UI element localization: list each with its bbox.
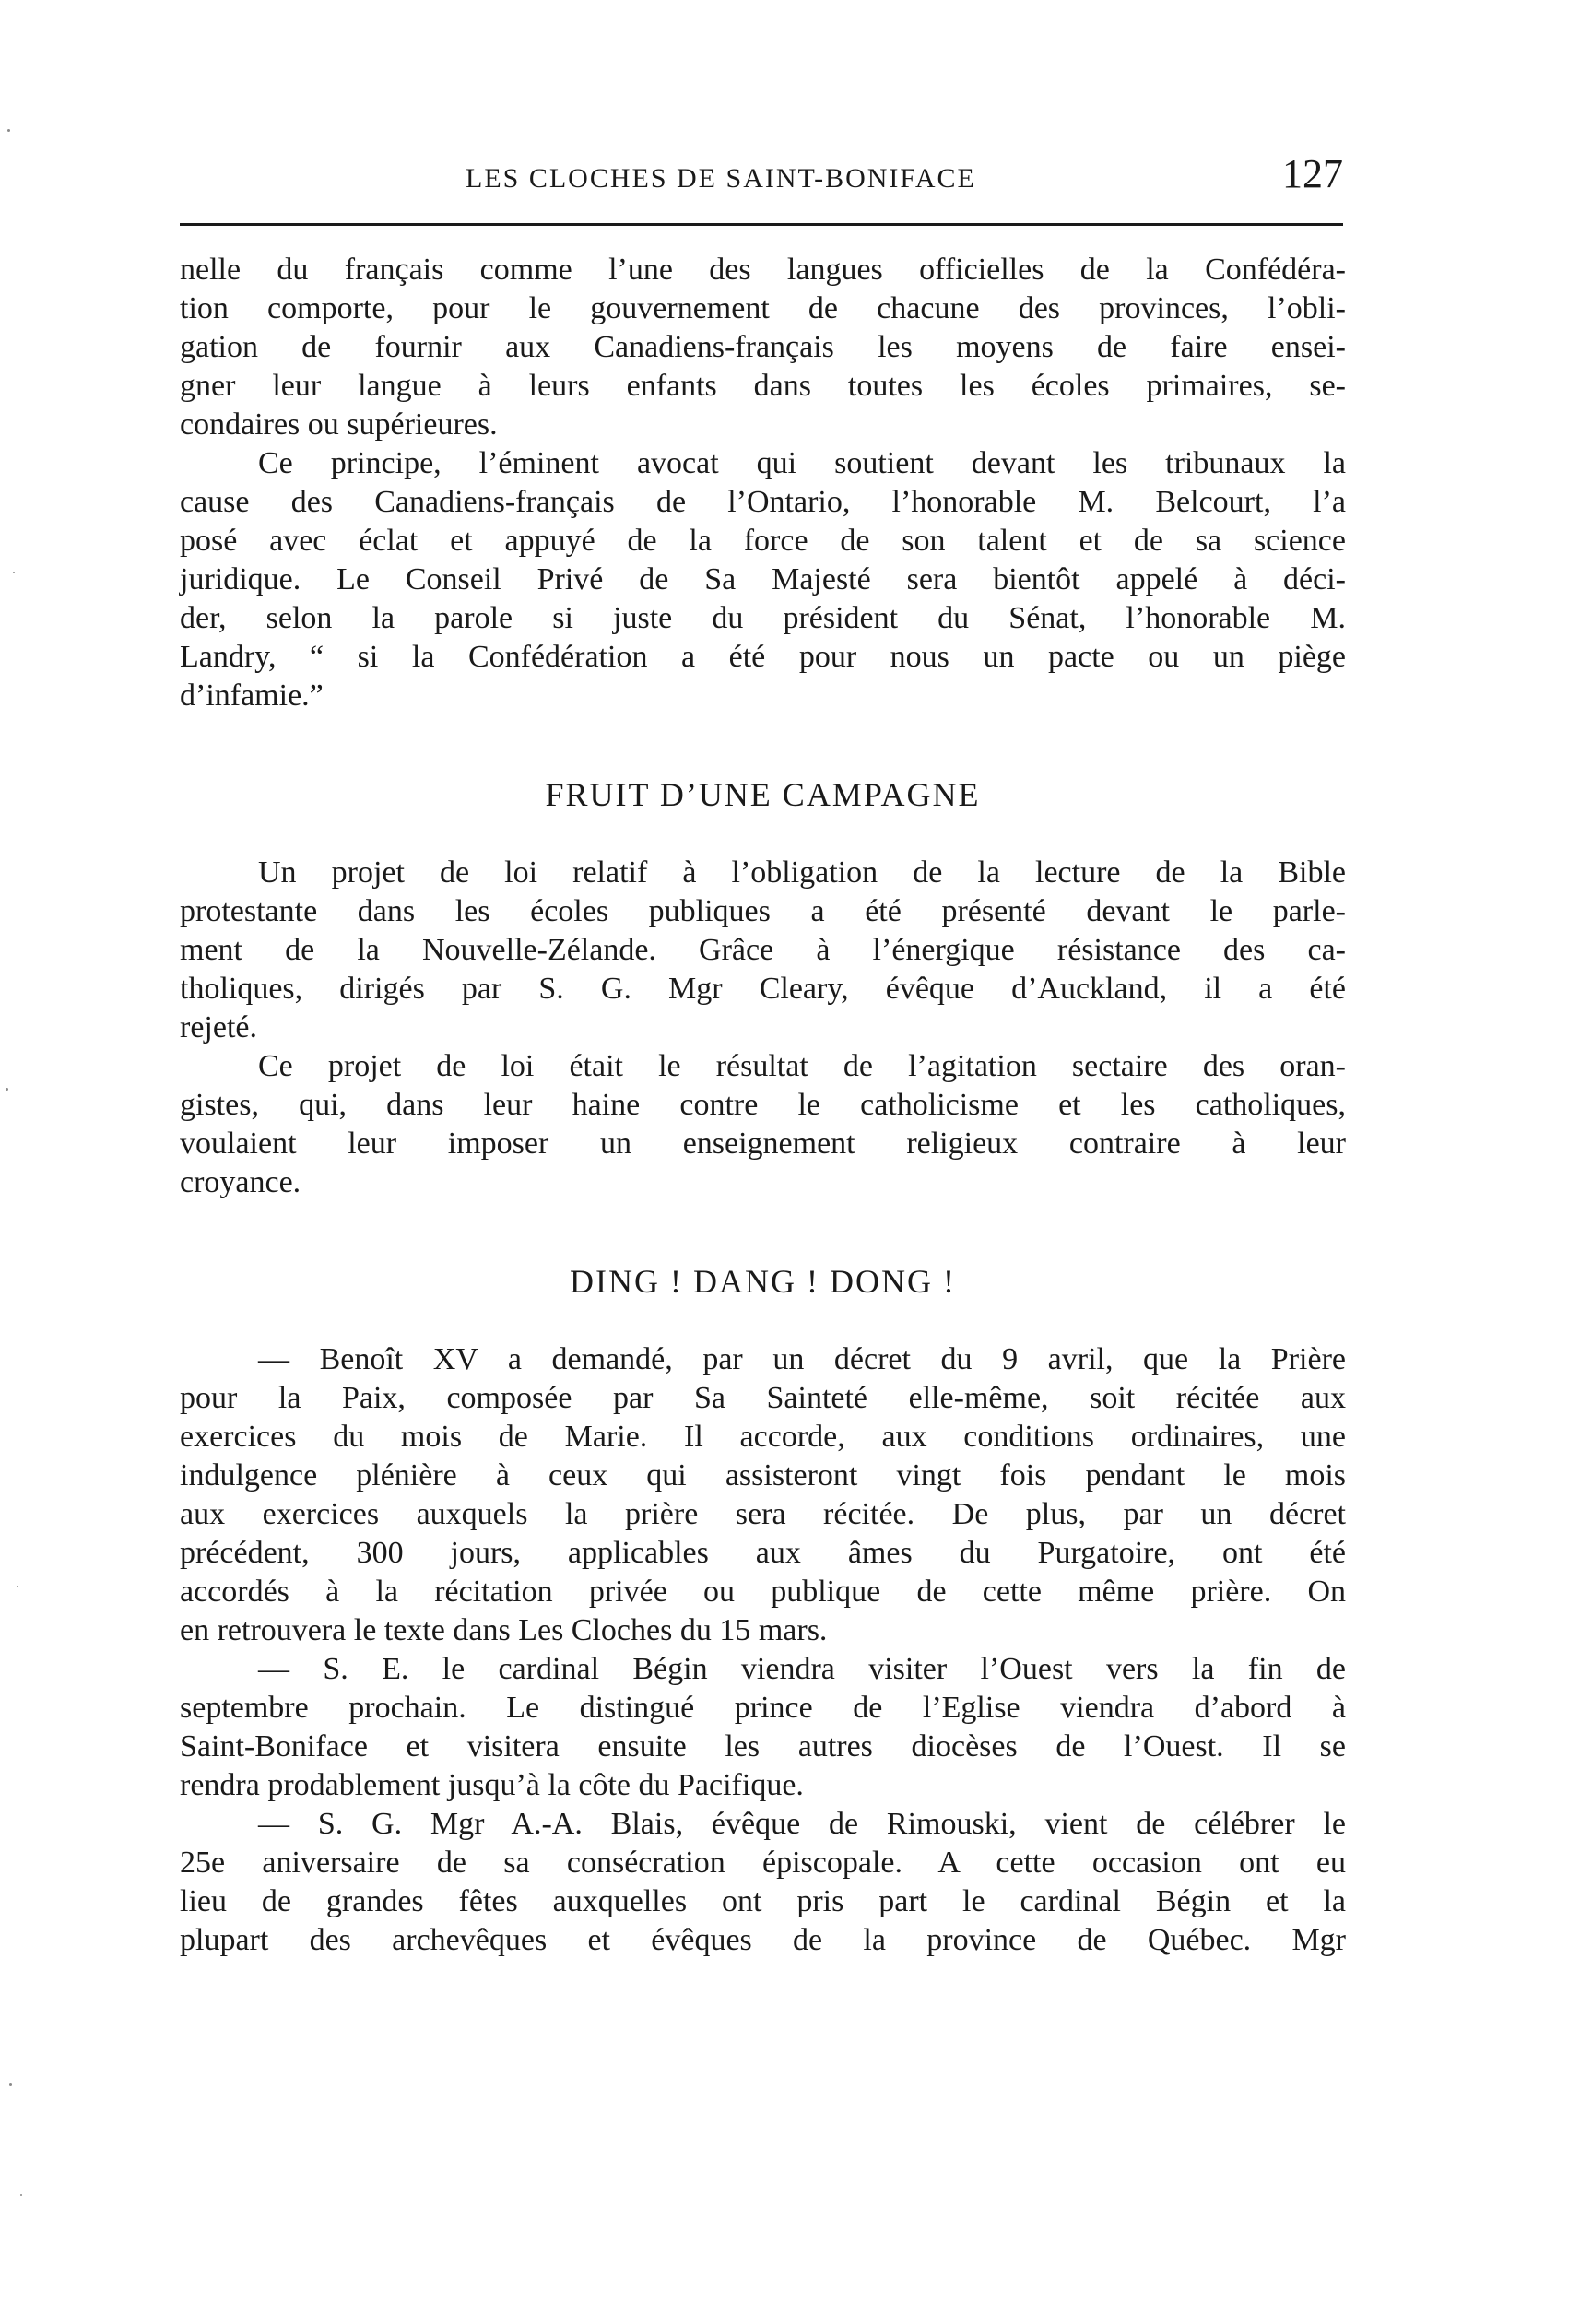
- text-line: septembre prochain. Le distingué prince de l’Eglise viendra d’abord à: [180, 1691, 1346, 1725]
- text-line: rendra prodablement jusqu’à la côte du Pacifique.: [180, 1768, 804, 1802]
- text-line: posé avec éclat et appuyé de la force de son talent et de sa science: [180, 524, 1346, 558]
- text-line: gation de fournir aux Canadiens-français les moyens de faire ensei-: [180, 330, 1346, 364]
- text-line: der, selon la parole si juste du président du Sénat, l’honorable M.: [180, 601, 1346, 635]
- section-heading: FRUIT D’UNE CAMPAGNE: [545, 776, 981, 813]
- text-line: tholiques, dirigés par S. G. Mgr Cleary, évêque d’Auckland, il a été: [180, 972, 1346, 1006]
- section-ding-dang-dong: [180, 1259, 1346, 1960]
- text-line: ment de la Nouvelle-Zélande. Grâce à l’énergique résistance des ca-: [180, 933, 1346, 967]
- text-line: nelle du français comme l’une des langues officielles de la Confédéra-: [180, 253, 1346, 287]
- scan-speck: [17, 1586, 18, 1587]
- scan-speck: [7, 129, 10, 132]
- text-line: Ce principe, l’éminent avocat qui soutient devant les tribunaux la: [258, 446, 1346, 480]
- text-line: gistes, qui, dans leur haine contre le catholicisme et les catholiques,: [180, 1088, 1346, 1122]
- text-line: rejeté.: [180, 1010, 257, 1044]
- section-continuation: [180, 251, 1346, 715]
- text-line: juridique. Le Conseil Privé de Sa Majesté sera bientôt appelé à déci-: [180, 562, 1346, 596]
- running-title: LES CLOCHES DE SAINT-BONIFACE: [466, 163, 976, 194]
- text-line: exercices du mois de Marie. Il accorde, aux conditions ordinaires, une: [180, 1420, 1346, 1454]
- text-line: aux exercices auxquels la prière sera récitée. De plus, par un décret: [180, 1497, 1346, 1531]
- text-line: lieu de grandes fêtes auxquelles ont pris part le cardinal Bégin et la: [180, 1884, 1346, 1918]
- body-text: [180, 251, 1346, 1960]
- text-line: accordés à la récitation privée ou publique de cette même prière. On: [180, 1575, 1346, 1609]
- text-line: voulaient leur imposer un enseignement religieux contraire à leur: [180, 1127, 1346, 1161]
- text-line: plupart des archevêques et évêques de la province de Québec. Mgr: [180, 1923, 1346, 1957]
- page-number: 127: [1282, 151, 1343, 196]
- text-line: — S. G. Mgr A.-A. Blais, évêque de Rimouski, vient de célébrer le: [258, 1807, 1346, 1841]
- section-fruit-dune-campagne: [180, 773, 1346, 1202]
- text-line: précédent, 300 jours, applicables aux âmes du Purgatoire, ont été: [180, 1536, 1346, 1570]
- text-line: d’infamie.”: [180, 678, 324, 713]
- text-line: indulgence plénière à ceux qui assisteront vingt fois pendant le mois: [180, 1458, 1346, 1492]
- scan-speck: [20, 2194, 22, 2196]
- text-line: gner leur langue à leurs enfants dans toutes les écoles primaires, se-: [180, 369, 1346, 403]
- text-line: pour la Paix, composée par Sa Sainteté elle-même, soit récitée aux: [180, 1381, 1346, 1415]
- scan-speck: [6, 1088, 8, 1091]
- text-line: condaires ou supérieures.: [180, 407, 498, 442]
- scan-speck: [13, 572, 15, 573]
- text-line: cause des Canadiens-français de l’Ontario, l’honorable M. Belcourt, l’a: [180, 485, 1346, 519]
- text-line: croyance.: [180, 1165, 301, 1199]
- header-rule: [180, 223, 1343, 226]
- text-line: protestante dans les écoles publiques a été présenté devant le parle-: [180, 894, 1346, 928]
- text-line: en retrouvera le texte dans Les Cloches du 15 mars.: [180, 1613, 828, 1647]
- text-line: Ce projet de loi était le résultat de l’agitation sectaire des oran-: [258, 1049, 1346, 1083]
- text-line: Landry, “ si la Confédération a été pour nous un pacte ou un piège: [180, 640, 1346, 674]
- section-heading: DING ! DANG ! DONG !: [570, 1263, 956, 1300]
- text-line: tion comporte, pour le gouvernement de chacune des provinces, l’obli-: [180, 291, 1346, 325]
- text-line: Un projet de loi relatif à l’obligation de la lecture de la Bible: [258, 855, 1346, 890]
- scan-speck: [9, 2083, 12, 2086]
- text-line: — Benoît XV a demandé, par un décret du 9 avril, que la Prière: [258, 1342, 1346, 1376]
- text-line: — S. E. le cardinal Bégin viendra visiter l’Ouest vers la fin de: [258, 1652, 1346, 1686]
- text-line: 25e aniversaire de sa consécration épiscopale. A cette occasion ont eu: [180, 1846, 1346, 1880]
- running-header: [180, 150, 1343, 206]
- text-line: Saint-Boniface et visitera ensuite les autres diocèses de l’Ouest. Il se: [180, 1729, 1346, 1764]
